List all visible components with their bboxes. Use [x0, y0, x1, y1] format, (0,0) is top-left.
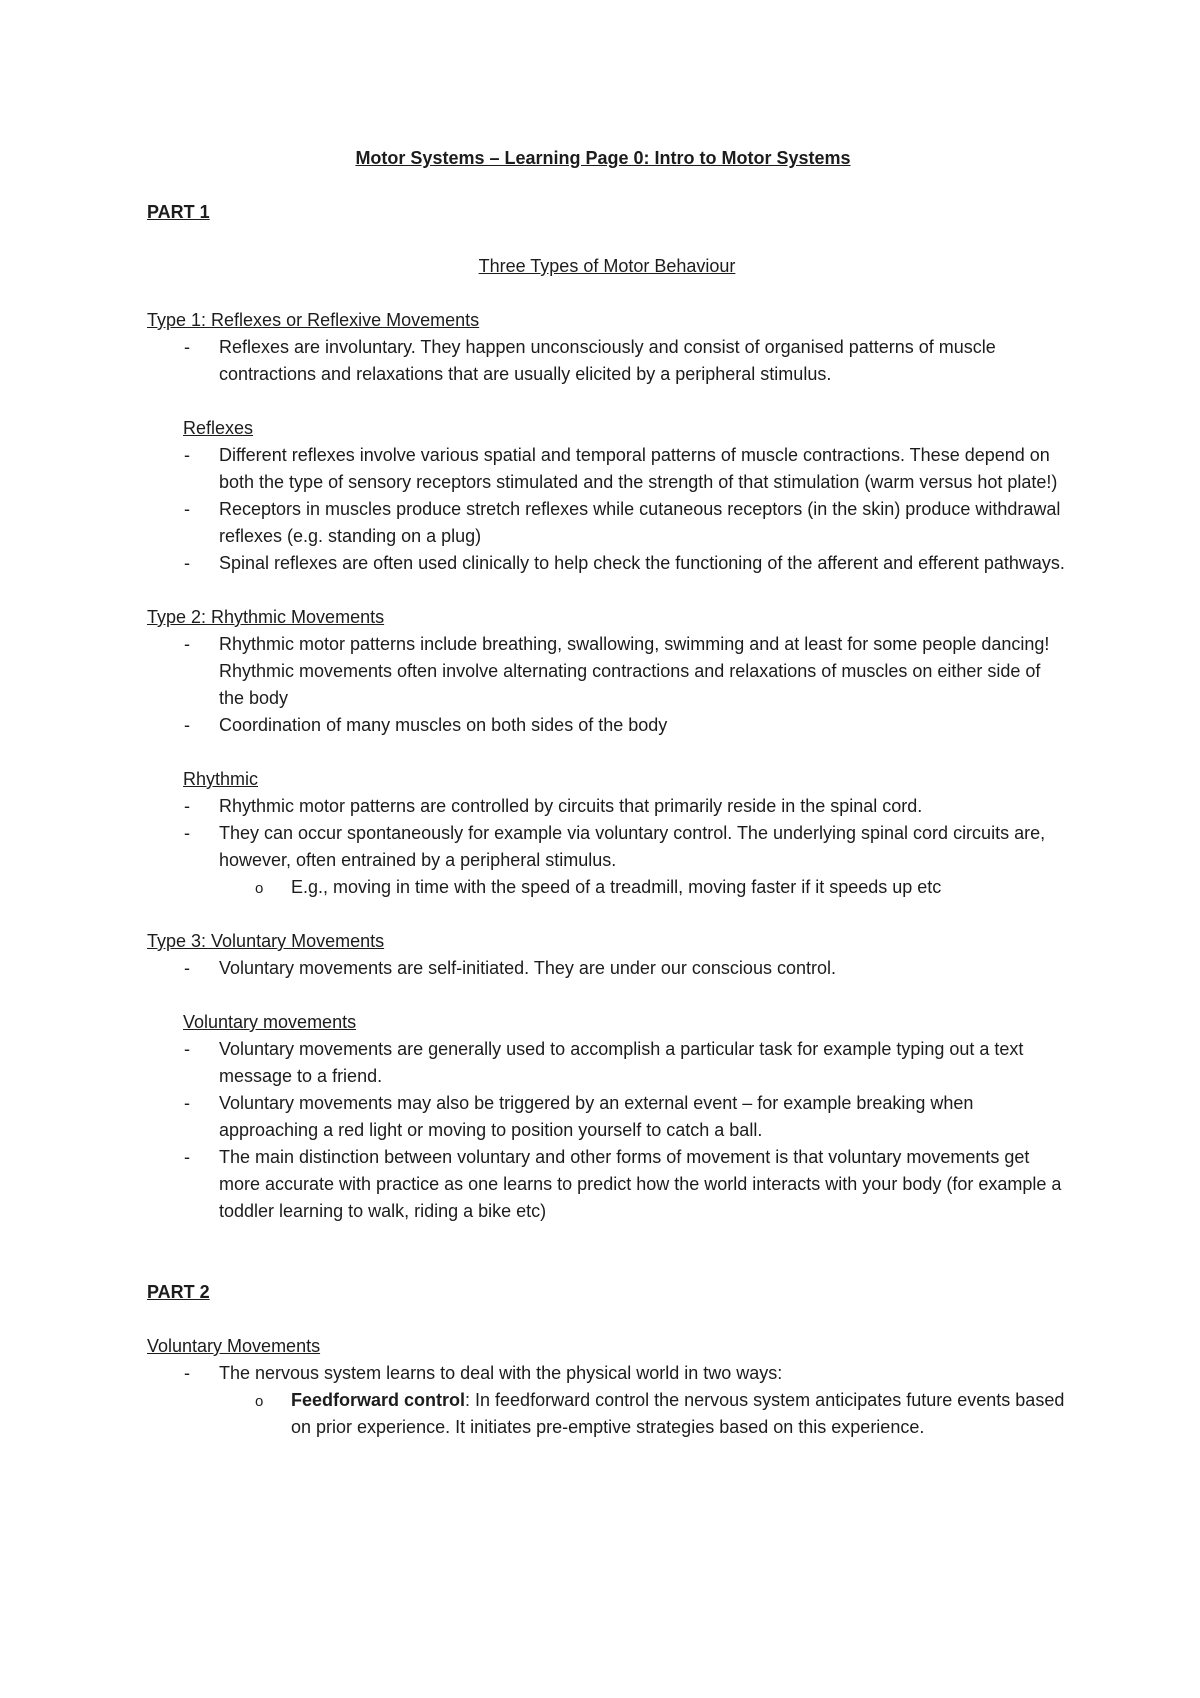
reflexes-subheading: Reflexes	[183, 418, 254, 438]
list-item: - The main distinction between voluntary and other forms of movement is that voluntary movements get more accurate with practice as one learns to predict how the world interacts with your body (for example a toddler learning to walk, riding a bike etc)	[184, 1147, 1062, 1221]
list-item: - Coordination of many muscles on both sides of the body	[184, 715, 668, 735]
rhythmic-bullets	[147, 793, 1067, 901]
list-item: - Voluntary movements may also be triggered by an external event – for example breaking when approaching a red light or moving to position yourself to catch a ball.	[184, 1093, 974, 1140]
part2-heading: PART 2	[147, 1282, 210, 1302]
list-item: - Reflexes are involuntary. They happen unconsciously and consist of organised patterns of muscle contractions and relaxations that are usually elicited by a peripheral stimulus.	[184, 337, 996, 384]
document-body	[147, 145, 1067, 1441]
feedforward-term: Feedforward control	[291, 1390, 466, 1410]
list-item: - Rhythmic motor patterns are controlled by circuits that primarily reside in the spinal cord.	[184, 796, 923, 816]
part1-heading: PART 1	[147, 202, 210, 222]
type2-bullets	[147, 631, 1067, 739]
part2-section-heading: Voluntary Movements	[147, 1336, 321, 1356]
list-item: - They can occur spontaneously for example via voluntary control. The underlying spinal cord circuits are, however, often entrained by a peripheral stimulus. o E.g., moving in time with the speed of a treadmill, moving faster if it speeds up etc	[147, 820, 1067, 901]
page-title: Motor Systems – Learning Page 0: Intro to Motor Systems	[355, 148, 851, 168]
type3-bullets	[147, 955, 1067, 982]
type3-heading: Type 3: Voluntary Movements	[147, 931, 385, 951]
list-item: o Feedforward control: In feedforward control the nervous system anticipates future events based on prior experience. It initiates pre-emptive strategies based on this experience.	[255, 1390, 1065, 1437]
part2-sub-bullets	[219, 1387, 1067, 1441]
part2-bullets	[147, 1360, 1067, 1441]
list-item: o E.g., moving in time with the speed of a treadmill, moving faster if it speeds up etc	[255, 877, 942, 897]
list-item: - Spinal reflexes are often used clinically to help check the functioning of the afferent and efferent pathways.	[184, 553, 1065, 573]
section-title: Three Types of Motor Behaviour	[478, 256, 736, 276]
type2-heading: Type 2: Rhythmic Movements	[147, 607, 385, 627]
rhythmic-sub-bullets	[219, 874, 1067, 901]
type1-bullets	[147, 334, 1067, 388]
list-item: - Voluntary movements are self-initiated. They are under our conscious control.	[184, 958, 836, 978]
voluntary-bullets	[147, 1036, 1067, 1225]
list-item: - Different reflexes involve various spatial and temporal patterns of muscle contractions. These depend on both the type of sensory receptors stimulated and the strength of that stimulation (warm versus hot plate!)	[184, 445, 1058, 492]
list-item: - Receptors in muscles produce stretch reflexes while cutaneous receptors (in the skin) produce withdrawal reflexes (e.g. standing on a plug)	[184, 499, 1061, 546]
list-item: - Voluntary movements are generally used to accomplish a particular task for example typing out a text message to a friend.	[184, 1039, 1024, 1086]
voluntary-subheading: Voluntary movements	[183, 1012, 357, 1032]
rhythmic-subheading: Rhythmic	[183, 769, 259, 789]
list-item: - The nervous system learns to deal with the physical world in two ways: o Feedforward control: In feedforward control the nervous system anticipates future events based on prior experience. It initiates pre-emptive strategies based on this experience.	[147, 1360, 1067, 1441]
type1-heading: Type 1: Reflexes or Reflexive Movements	[147, 310, 480, 330]
list-item: - Rhythmic motor patterns include breathing, swallowing, swimming and at least for some people dancing! Rhythmic movements often involve alternating contractions and relaxations of muscles on either side of the body	[184, 634, 1050, 708]
reflexes-bullets	[147, 442, 1067, 577]
